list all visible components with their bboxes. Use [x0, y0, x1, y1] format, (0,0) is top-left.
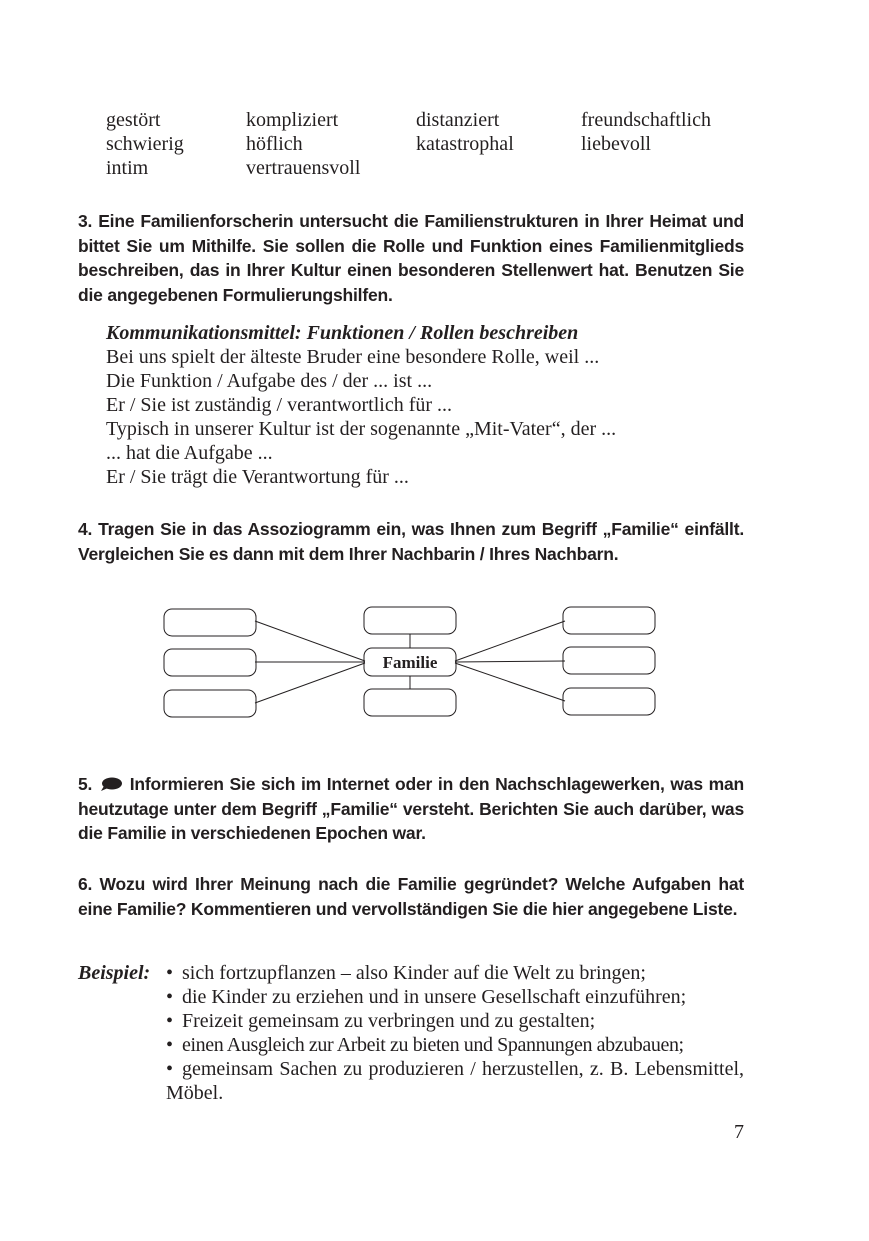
bullet: • — [166, 986, 174, 1008]
connector-line — [455, 621, 565, 661]
adjective: katastrophal — [416, 133, 514, 155]
bullet: • — [166, 1034, 173, 1056]
connector-line — [455, 663, 565, 701]
empty-association-box[interactable] — [164, 649, 256, 676]
bullet: • — [166, 1058, 174, 1080]
empty-association-box[interactable] — [164, 609, 256, 636]
phrase-line: Typisch in unserer Kultur ist der sogenannte „Mit-Vater“, der ... — [106, 418, 617, 440]
phrase-line: Er / Sie trägt die Verantwortung für ... — [106, 466, 409, 488]
adjective: kompliziert — [246, 109, 339, 131]
example-label: Beispiel: — [78, 962, 151, 984]
adjective: schwierig — [106, 133, 184, 155]
adjective: distanziert — [416, 109, 500, 131]
bullet: • — [166, 962, 174, 984]
empty-association-box[interactable] — [364, 607, 456, 634]
empty-association-box[interactable] — [563, 647, 655, 674]
task-4: 4. Tragen Sie in das Assoziogramm ein, was Ihnen zum Begriff „Familie“ einfällt. Vergleichen Sie es dann mit dem Ihrer Nachbarin / Ihres Nachbarn. — [78, 519, 744, 564]
task-3: 3. Eine Familienforscherin untersucht die Familienstrukturen in Ihrer Heimat und bittet Sie um Mithilfe. Sie sollen die Rolle und Funktion eines Familienmitglieds beschreiben, das in Ihrer Kultur einen besonderen Stellenwert hat. Benutzen Sie die angegebenen Formulierungshilfen. — [78, 211, 744, 305]
speech-bubble-icon — [100, 777, 122, 791]
phrase-line: Er / Sie ist zuständig / verantwortlich für ... — [106, 394, 453, 416]
task-5 — [78, 772, 744, 846]
adjective: höflich — [246, 133, 303, 155]
list-item: • sich fortzupflanzen – also Kinder auf die Welt zu bringen; — [166, 962, 646, 984]
empty-association-box[interactable] — [563, 688, 655, 715]
example-items — [166, 961, 744, 1105]
task-5-number: 5. — [78, 774, 93, 794]
task-5-text: Informieren Sie sich im Internet oder in den Nachschlagewerken, was man heutzutage unter dem Begriff „Familie“ versteht. Berichten Sie auch darüber, was die Familie in verschiedenen Epochen war. — [78, 774, 744, 843]
adjective: liebevoll — [581, 133, 651, 155]
adjective: freundschaftlich — [581, 109, 711, 131]
kommunikationsmittel-heading: Kommunikationsmittel: Funktionen / Rollen beschreiben — [106, 322, 579, 344]
empty-association-box[interactable] — [563, 607, 655, 634]
empty-association-box[interactable] — [164, 690, 256, 717]
connector-line — [255, 621, 365, 661]
bullet: • — [166, 1010, 174, 1032]
page-number: 7 — [734, 1121, 744, 1143]
phrase-line: Bei uns spielt der älteste Bruder eine besondere Rolle, weil ... — [106, 346, 600, 368]
list-item: • die Kinder zu erziehen und in unsere Gesellschaft einzuführen; — [166, 986, 687, 1008]
list-item: • einen Ausgleich zur Arbeit zu bieten und Spannungen abzubauen; — [166, 1034, 684, 1056]
connector-line — [255, 663, 365, 703]
adjective: intim — [106, 157, 149, 179]
list-item: • Freizeit gemeinsam zu verbringen und zu gestalten; — [166, 1010, 596, 1032]
phrase-line: Die Funktion / Aufgabe des / der ... ist ... — [106, 370, 433, 392]
phrase-line: ... hat die Aufgabe ... — [106, 442, 273, 464]
task-6: 6. Wozu wird Ihrer Meinung nach die Familie gegründet? Welche Aufgaben hat eine Familie? Kommentieren und vervollständigen Sie die hier angegebene Liste. — [78, 874, 744, 919]
center-label: Familie — [382, 653, 438, 672]
list-item: • gemeinsam Sachen zu produzieren / herzustellen, z. B. Lebensmittel, Möbel. — [166, 1058, 744, 1104]
connector-line — [455, 661, 565, 662]
empty-association-box[interactable] — [364, 689, 456, 716]
adjective: vertrauensvoll — [246, 157, 361, 179]
adjective: gestört — [106, 109, 161, 131]
